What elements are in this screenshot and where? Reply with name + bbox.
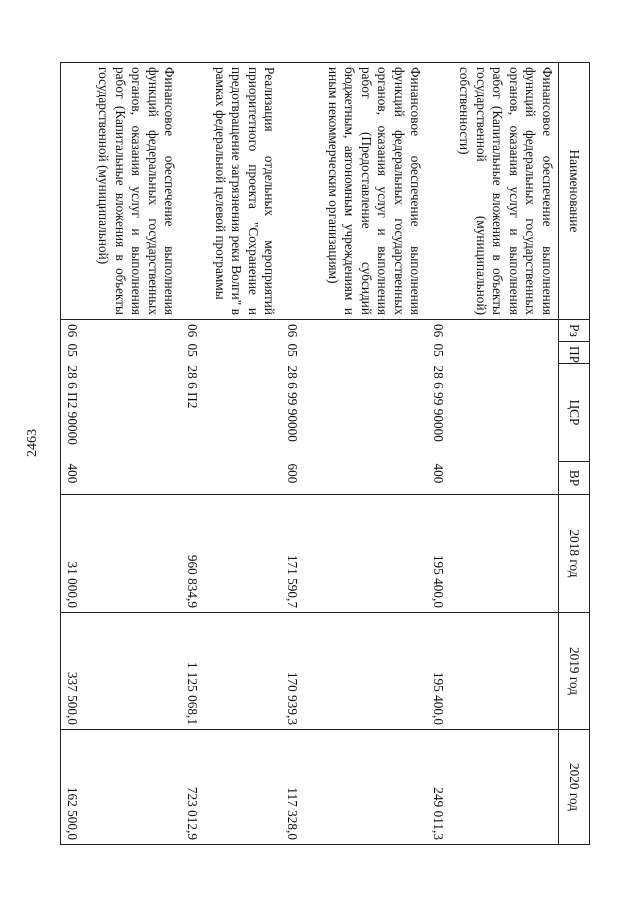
- header-2018: 2018 год: [559, 495, 590, 613]
- row-2020: 723 012,9: [181, 730, 281, 845]
- header-csr: ЦСР: [559, 364, 590, 462]
- table-row: [61, 63, 181, 845]
- budget-table: [60, 62, 590, 845]
- budget-table-sheet: [54, 62, 590, 844]
- row-pr: 05: [185, 343, 200, 357]
- row-2018: 171 590,7: [281, 495, 427, 613]
- row-pr: 05: [285, 343, 300, 357]
- row-2020: 162 500,0: [61, 730, 181, 845]
- row-vr: 600: [281, 462, 427, 495]
- header-pr: ПР: [559, 342, 590, 364]
- row-csr: 28 6 П2: [185, 365, 200, 409]
- row-2020: 249 011,3: [427, 730, 559, 845]
- header-2020: 2020 год: [559, 730, 590, 845]
- row-csr: 28 6 99 90000: [431, 365, 446, 442]
- row-vr: 400: [427, 462, 559, 495]
- header-rz: Рз: [559, 320, 590, 342]
- row-name: Финансовое обеспечение выполнения функций федеральных государственных органов, оказания услуг и выполнения работ (Предоставление субсидий бюджетным, автономным учреждениям и иным некоммерческим организациям): [281, 63, 427, 320]
- row-name: Финансовое обеспечение выполнения функций федеральных государственных органов, оказания услуг и выполнения работ (Капитальные вложения в объекты государственной (муниципальной) собственности): [427, 63, 559, 320]
- row-2019: 1 125 068,1: [181, 613, 281, 730]
- row-vr: [181, 462, 281, 495]
- table-row: [281, 63, 427, 845]
- row-vr: 400: [61, 462, 181, 495]
- row-2018: 960 834,9: [181, 495, 281, 613]
- header-name: Наименование: [559, 63, 590, 320]
- row-pr: 05: [431, 343, 446, 357]
- row-2018: 31 000,0: [61, 495, 181, 613]
- row-rz: 06: [61, 320, 181, 342]
- row-rz: 06: [427, 320, 559, 342]
- row-rz: 06: [281, 320, 427, 342]
- page-number: 2463: [25, 429, 40, 457]
- row-csr: 28 6 99 90000: [285, 365, 300, 442]
- row-name: Финансовое обеспечение выполнения функций федеральных государственных органов, оказания услуг и выполнения работ (Капитальные вложения в объекты государственной (муниципальной): [61, 63, 181, 320]
- row-name: Реализация отдельных мероприятий приоритетного проекта "Сохранение и предотвращение загрязнения реки Волги" в рамках федеральной целевой программы: [181, 63, 281, 320]
- table-row: [181, 63, 281, 845]
- header-2019: 2019 год: [559, 613, 590, 730]
- row-2018: 195 400,0: [427, 495, 559, 613]
- header-vr: ВР: [559, 462, 590, 495]
- row-2020: 117 328,0: [281, 730, 427, 845]
- row-2019: 170 939,3: [281, 613, 427, 730]
- row-pr: 05: [61, 342, 181, 364]
- row-2019: 195 400,0: [427, 613, 559, 730]
- table-header-row: [559, 63, 590, 845]
- row-2019: 337 500,0: [61, 613, 181, 730]
- row-rz: 06: [181, 320, 281, 342]
- table-row: [427, 63, 559, 845]
- row-csr: 28 6 П2 90000: [61, 364, 181, 462]
